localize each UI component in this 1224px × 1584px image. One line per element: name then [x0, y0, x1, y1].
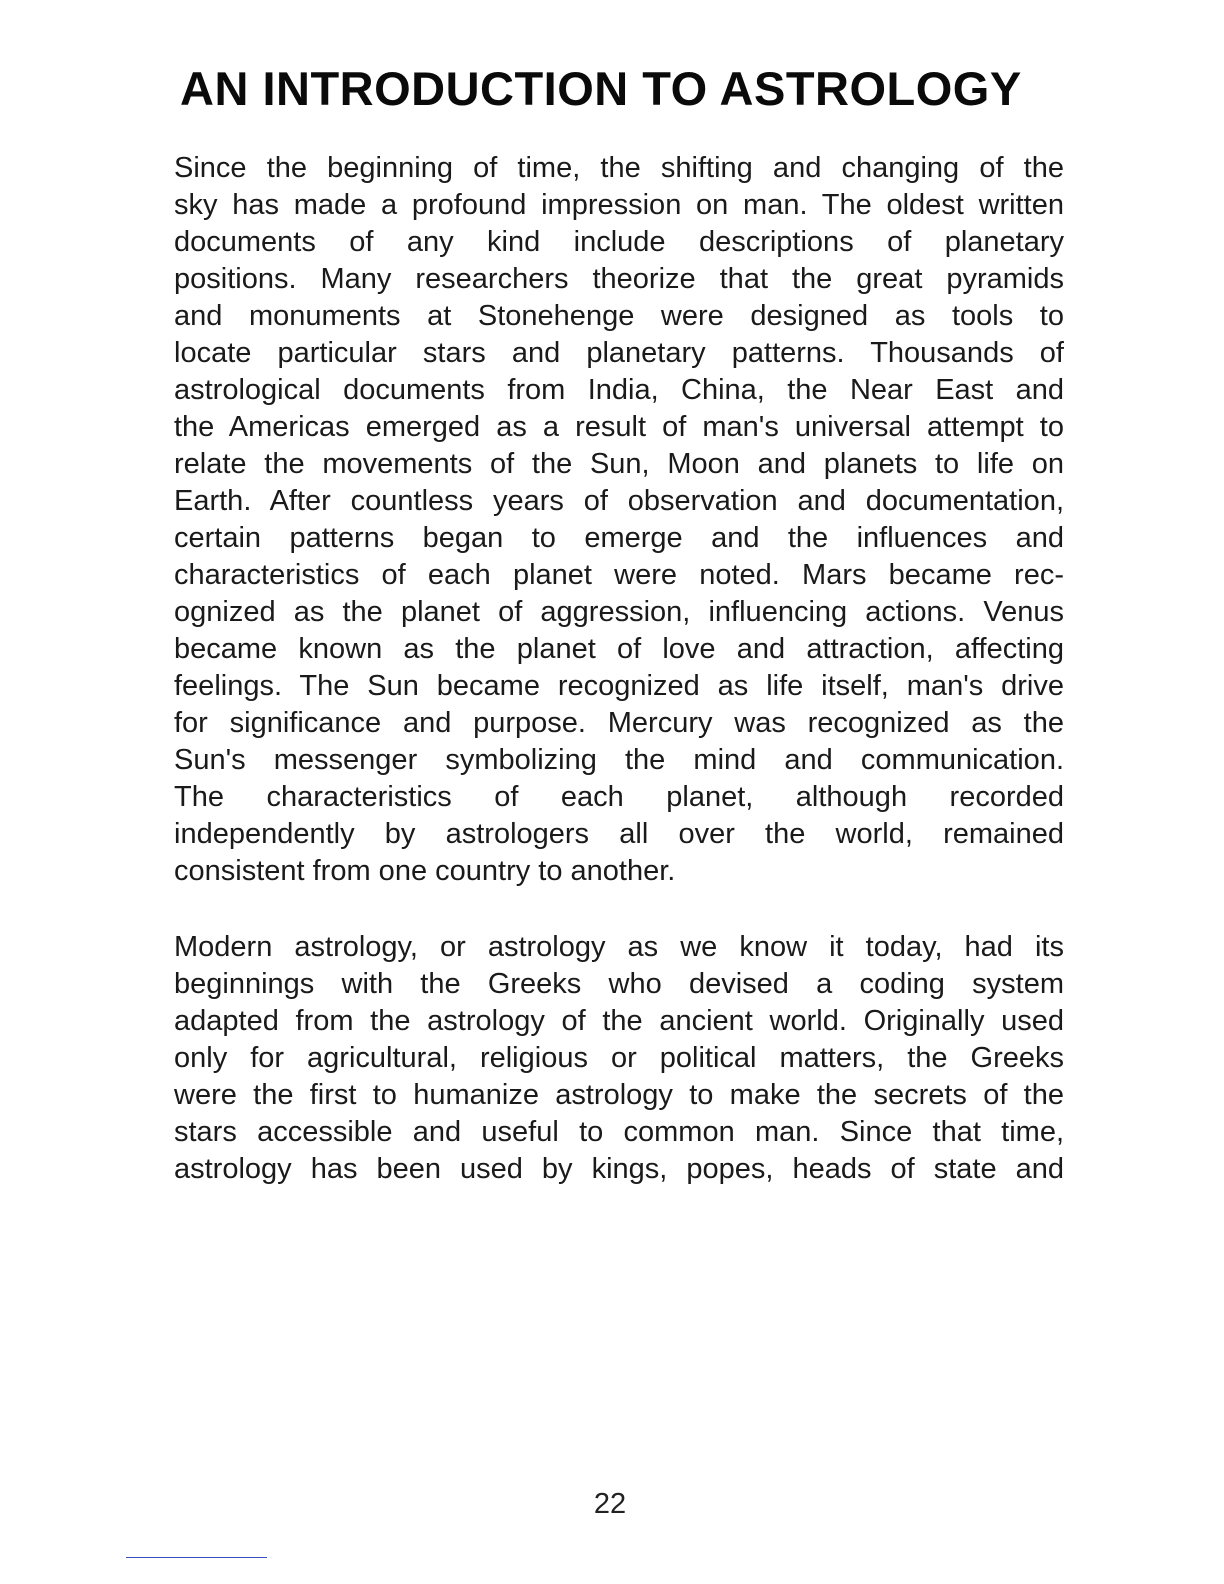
text-line: became known as the planet of love and attraction, affecting: [174, 633, 1064, 665]
text-line: The characteristics of each planet, although recorded: [174, 781, 1064, 813]
text-line: sky has made a profound impression on man. The oldest written: [174, 189, 1064, 221]
page-title: AN INTRODUCTION TO ASTROLOGY: [180, 62, 1022, 115]
text-line: astrology has been used by kings, popes, heads of state and: [174, 1153, 1064, 1185]
text-line: feelings. The Sun became recognized as life itself, man's drive: [174, 670, 1064, 702]
footer-divider: [126, 1557, 267, 1558]
text-line: relate the movements of the Sun, Moon and planets to life on: [174, 448, 1064, 480]
text-line: independently by astrologers all over the world, remained: [174, 818, 1064, 850]
text-line: for significance and purpose. Mercury was recognized as the: [174, 707, 1064, 739]
text-line: beginnings with the Greeks who devised a coding system: [174, 968, 1064, 1000]
text-line: characteristics of each planet were noted. Mars became rec-: [174, 559, 1064, 591]
text-line: certain patterns began to emerge and the influences and: [174, 522, 1064, 554]
paragraph-modern-astrology: [174, 929, 1064, 1188]
text-line: positions. Many researchers theorize that the great pyramids: [174, 263, 1064, 295]
text-line: astrological documents from India, China, the Near East and: [174, 374, 1064, 406]
text-line: and monuments at Stonehenge were designed as tools to: [174, 300, 1064, 332]
text-line: only for agricultural, religious or political matters, the Greeks: [174, 1042, 1064, 1074]
text-line: documents of any kind include descriptions of planetary: [174, 226, 1064, 258]
text-line: stars accessible and useful to common man. Since that time,: [174, 1116, 1064, 1148]
text-line: locate particular stars and planetary patterns. Thousands of: [174, 337, 1064, 369]
text-line: the Americas emerged as a result of man's universal attempt to: [174, 411, 1064, 443]
text-line: Sun's messenger symbolizing the mind and communication.: [174, 744, 1064, 776]
text-line: adapted from the astrology of the ancient world. Originally used: [174, 1005, 1064, 1037]
text-line: Since the beginning of time, the shifting and changing of the: [174, 152, 1064, 184]
text-line: consistent from one country to another.: [174, 855, 676, 887]
text-line: ognized as the planet of aggression, influencing actions. Venus: [174, 596, 1064, 628]
paragraph-intro: [174, 150, 1064, 890]
text-line: were the first to humanize astrology to make the secrets of the: [174, 1079, 1064, 1111]
page-number: 22: [593, 1488, 627, 1520]
text-line: Earth. After countless years of observation and documentation,: [174, 485, 1064, 517]
text-line: Modern astrology, or astrology as we know it today, had its: [174, 931, 1064, 963]
